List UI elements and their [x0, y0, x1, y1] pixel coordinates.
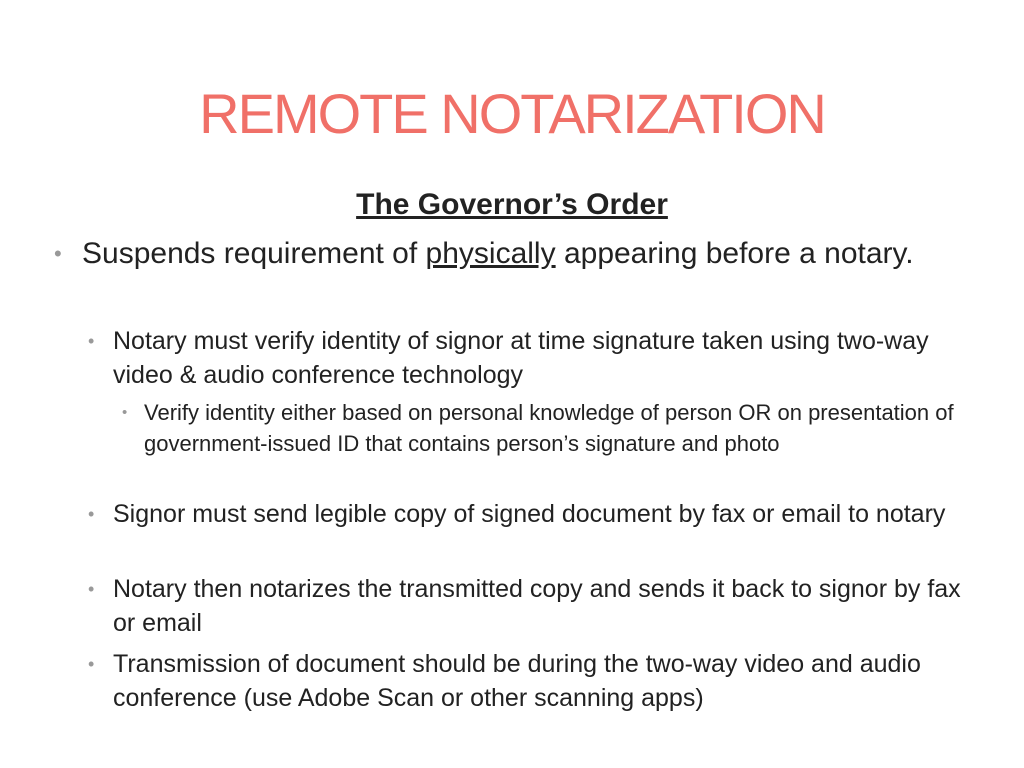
bullet-text: Verify identity either based on personal knowledge of person OR on presentation of government-issued ID that contains person’s signature and photo — [144, 400, 954, 456]
bullet-dot-icon: • — [54, 241, 62, 266]
bullet-level2-transmission — [88, 647, 963, 715]
bullet-dot-icon: • — [88, 504, 95, 524]
slide-subtitle: The Governor’s Order — [356, 188, 668, 221]
bullet-emphasis: physically — [425, 237, 556, 270]
bullet-text: appearing before a notary. — [555, 237, 914, 270]
bullet-dot-icon: • — [88, 331, 95, 351]
bullet-text: Notary must verify identity of signor at time signature taken using two-way video & audio conference technology — [113, 327, 929, 389]
bullet-level3-id-methods — [122, 397, 964, 459]
slide-title: REMOTE NOTARIZATION — [199, 82, 825, 145]
bullet-text: Signor must send legible copy of signed document by fax or email to notary — [113, 500, 946, 528]
bullet-dot-icon: • — [88, 654, 95, 674]
bullet-dot-icon: • — [88, 579, 95, 599]
bullet-level2-verify-identity — [88, 324, 963, 392]
bullet-text: Suspends requirement of — [82, 237, 426, 270]
bullet-level2-send-copy — [88, 497, 963, 531]
bullet-dot-icon: • — [122, 404, 128, 421]
bullet-text: Notary then notarizes the transmitted copy and sends it back to signor by fax or email — [113, 575, 961, 637]
bullet-level2-notarize-copy — [88, 572, 963, 640]
bullet-level1-suspends — [54, 234, 962, 274]
bullet-text: Transmission of document should be during the two-way video and audio conference (use Adobe Scan or other scanning apps) — [113, 650, 921, 712]
